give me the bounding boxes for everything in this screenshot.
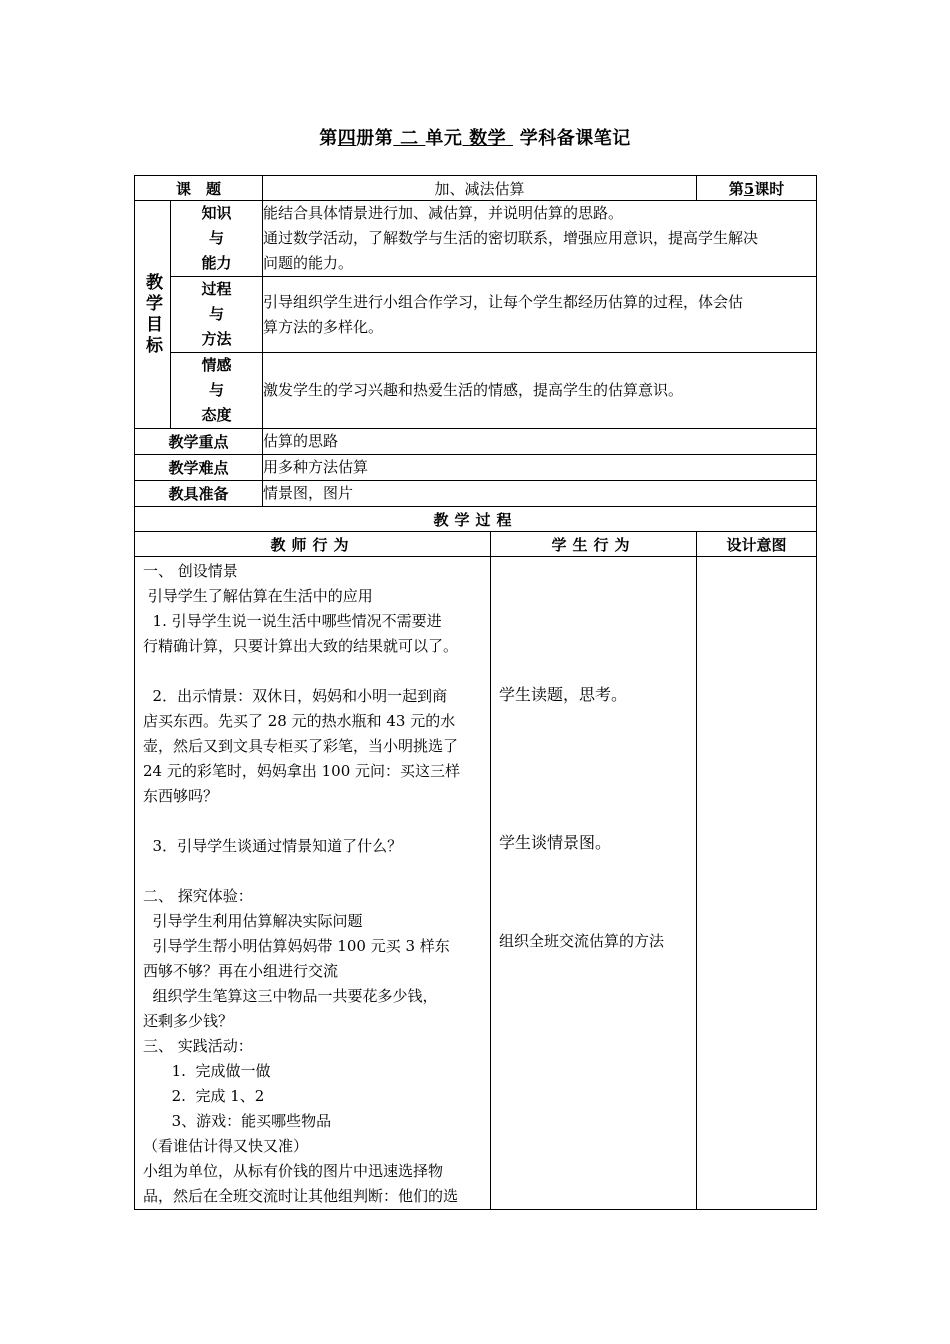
title-prefix: 第 [319, 128, 338, 149]
emotion-content [263, 353, 817, 429]
emotion-label-1: 情感 [201, 356, 232, 374]
teacher-line [143, 859, 486, 884]
period-cell [697, 176, 817, 201]
materials-value: 情景图，图片 [263, 481, 817, 507]
topic-value: 加、减法估算 [263, 176, 697, 201]
key-point-value: 估算的思路 [263, 429, 817, 455]
teacher-line: 小组为单位，从标有价钱的图片中迅速选择物 [143, 1162, 444, 1180]
process-line-1: 引导组织学生进行小组合作学习，让每个学生都经历估算的过程，体会估 [263, 292, 744, 311]
topic-label: 课 题 [135, 176, 263, 201]
goal-process-row [135, 277, 817, 353]
period-suffix: 课时 [754, 179, 785, 198]
teacher-line: 引导学生帮小明估算妈妈带 100 元买 3 样东 [143, 937, 450, 955]
teacher-line: 引导学生利用估算解决实际问题 [143, 912, 363, 930]
teacher-line: 三、 实践活动： [143, 1037, 253, 1055]
materials-label: 教具准备 [135, 481, 263, 507]
knowledge-label [171, 201, 263, 277]
lesson-plan-table [134, 175, 817, 1210]
goals-label: 教学目标 [142, 272, 162, 357]
column-header-row [135, 532, 817, 557]
emotion-label-2: 与 [209, 381, 225, 399]
teacher-line [143, 659, 486, 684]
title-subject: 数学 [469, 128, 507, 149]
period-prefix: 第 [728, 179, 744, 198]
process-content [263, 277, 817, 353]
knowledge-label-1: 知识 [201, 204, 232, 222]
student-actions [491, 557, 697, 1210]
teacher-line: 一、 创设情景 [143, 562, 238, 580]
teacher-line: 1. 完成做一做 [143, 1062, 271, 1080]
emotion-label-3: 态度 [201, 406, 232, 424]
process-label-2: 与 [209, 305, 225, 323]
knowledge-line-2: 通过数学活动，了解数学与生活的密切联系，增强应用意识，提高学生解决 [263, 229, 759, 247]
teacher-line: 东西够吗？ [143, 787, 219, 805]
title-unit: 二 [400, 128, 419, 149]
knowledge-label-3: 能力 [201, 254, 232, 272]
difficulty-value: 用多种方法估算 [263, 455, 817, 481]
teacher-line: 西够不够？再在小组进行交流 [143, 962, 339, 980]
title-volume: 四 [337, 128, 357, 149]
process-body-row [135, 557, 817, 1210]
materials-row [135, 481, 817, 507]
goals-label-cell [135, 201, 171, 429]
teacher-line: 店买东西。先买了 28 元的热水瓶和 43 元的水 [143, 712, 456, 730]
teacher-line: 3、游戏：能买哪些物品 [143, 1112, 332, 1130]
teacher-line: 引导学生了解估算在生活中的应用 [143, 587, 373, 605]
teacher-line: 3．引导学生谈通过情景知道了什么？ [143, 837, 403, 855]
student-item-2: 学生谈情景图。 [499, 833, 612, 852]
teacher-line: 行精确计算，只要计算出大致的结果就可以了。 [143, 637, 459, 655]
teacher-line: 24 元的彩笔时，妈妈拿出 100 元问：买这三样 [143, 762, 461, 780]
difficulty-label: 教学难点 [135, 455, 263, 481]
emotion-label [171, 353, 263, 429]
key-point-label: 教学重点 [135, 429, 263, 455]
design-intent [697, 557, 817, 1210]
title-mid1: 册第 [356, 128, 394, 149]
teacher-line: 二、 探究体验： [143, 887, 253, 905]
key-point-row [135, 429, 817, 455]
emotion-line-1: 激发学生的学习兴趣和热爱生活的情感，提高学生的估算意识。 [263, 381, 684, 399]
teacher-line: 还剩多少钱？ [143, 1012, 234, 1030]
knowledge-line-3: 问题的能力。 [263, 254, 354, 272]
student-item-1: 学生读题，思考。 [499, 685, 628, 704]
goal-emotion-row [135, 353, 817, 429]
page-title [0, 124, 950, 150]
teacher-line: 壶，然后又到文具专柜买了彩笔，当小明挑选了 [143, 737, 459, 755]
knowledge-content [263, 201, 817, 277]
knowledge-line-1: 能结合具体情景进行加、减估算，并说明估算的思路。 [263, 204, 624, 222]
teacher-line: （看谁估计得又快又准） [143, 1137, 309, 1155]
teacher-line: 品，然后在全班交流时让其他组判断：他们的选 [143, 1187, 459, 1205]
student-column-header: 学生行为 [491, 532, 697, 557]
teacher-actions [135, 557, 491, 1210]
design-column-header: 设计意图 [697, 532, 817, 557]
teacher-line: 组织学生笔算这三中物品一共要花多少钱， [143, 987, 438, 1005]
knowledge-label-2: 与 [209, 229, 225, 247]
topic-row [135, 176, 817, 201]
difficulty-row [135, 455, 817, 481]
teacher-column-header: 教师行为 [135, 532, 491, 557]
period-number: 5 [743, 179, 755, 198]
student-item-3: 组织全班交流估算的方法 [499, 932, 665, 950]
teacher-line: 1. 引导学生说一说生活中哪些情况不需要进 [143, 612, 442, 630]
title-mid2: 单元 [425, 128, 463, 149]
process-label-1: 过程 [201, 280, 232, 298]
teacher-line: 2. 完成 1、2 [143, 1087, 265, 1105]
process-heading: 教学过程 [135, 507, 817, 532]
process-label-3: 方法 [201, 330, 232, 348]
teacher-line: 2．出示情景：双休日，妈妈和小明一起到商 [143, 687, 448, 705]
teacher-line [143, 809, 486, 834]
process-label [171, 277, 263, 353]
process-line-2: 算方法的多样化。 [263, 317, 384, 336]
title-suffix: 学科备课笔记 [519, 128, 631, 149]
goal-knowledge-row [135, 201, 817, 277]
process-heading-row [135, 507, 817, 532]
